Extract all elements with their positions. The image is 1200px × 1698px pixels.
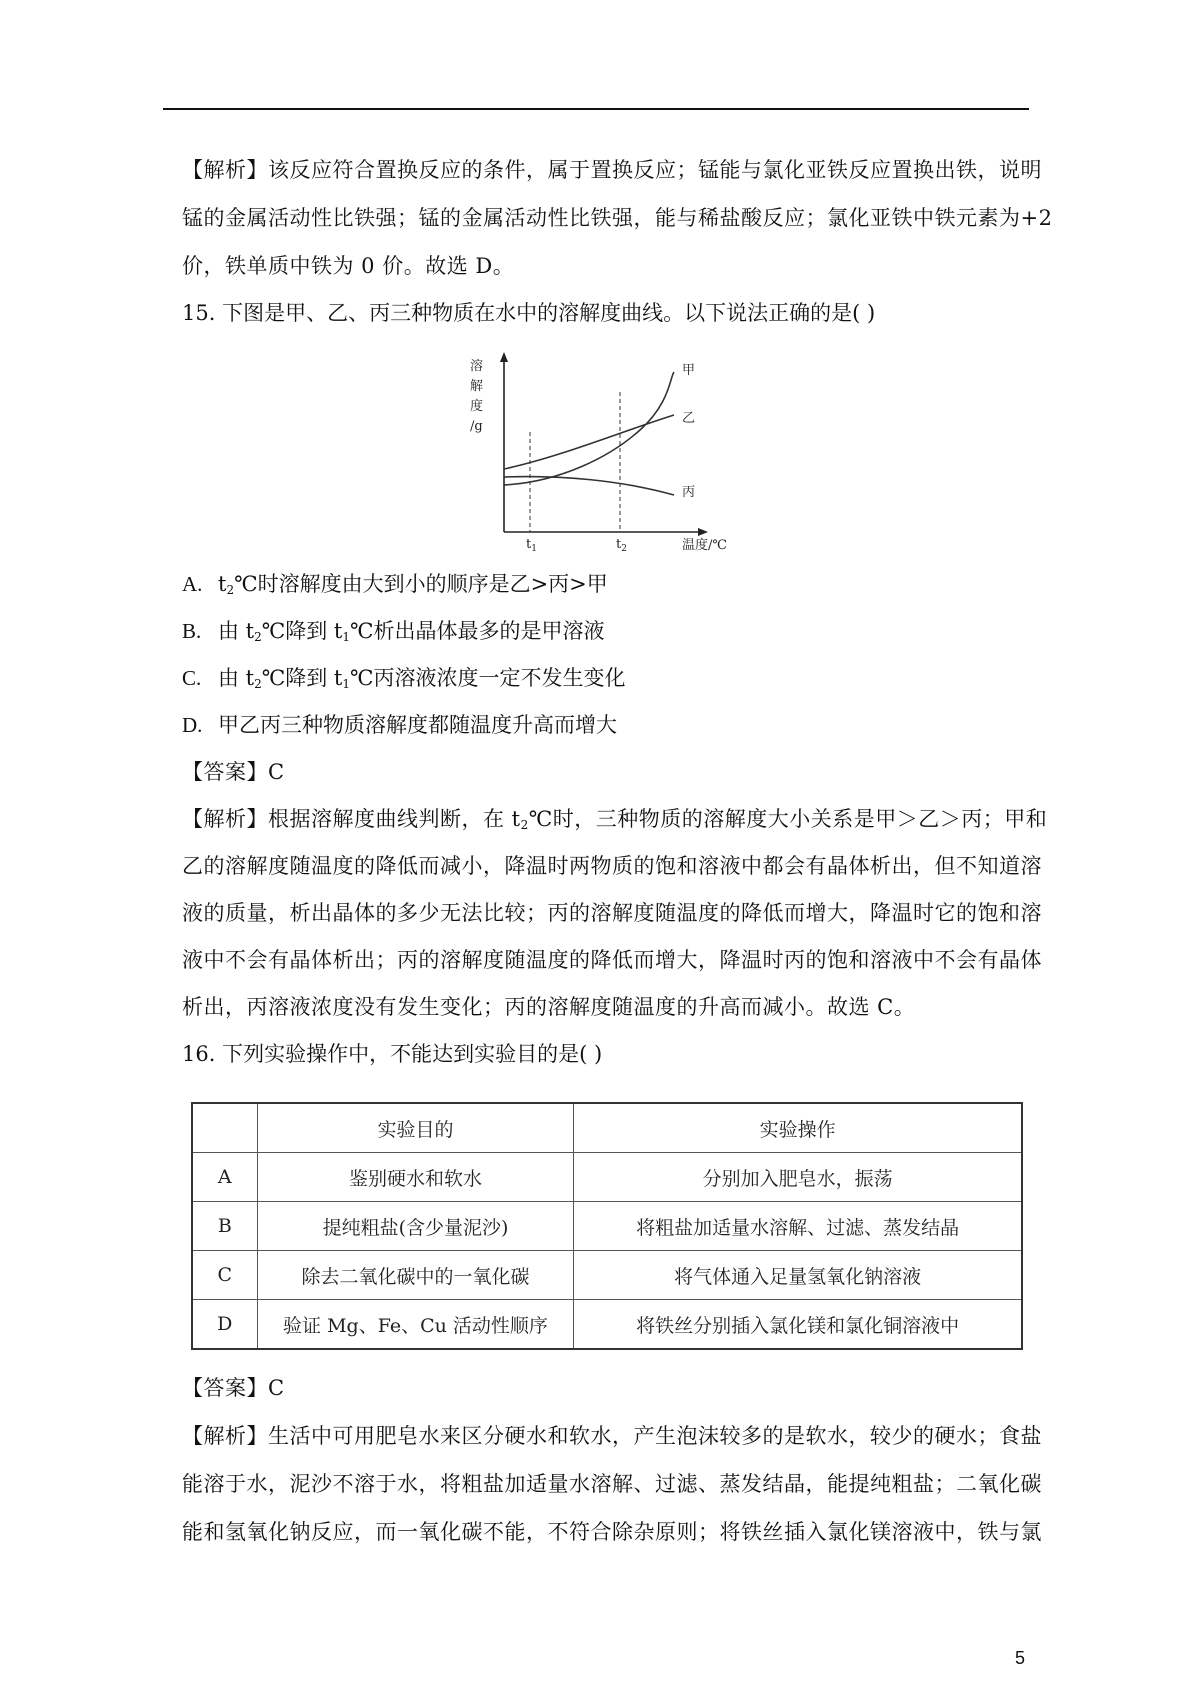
option-d: D. 甲乙丙三种物质溶解度都随温度升高而增大: [182, 713, 617, 737]
table-header-cell: [192, 1103, 257, 1153]
analysis-16-line-3: 能和氢氧化钠反应，而一氧化碳不能，不符合除杂原则；将铁丝插入氯化镁溶液中，铁与氯: [182, 1520, 1042, 1544]
header-rule: [163, 108, 1029, 110]
analysis-14-line-3: 价，铁单质中铁为 0 价。故选 D。: [182, 254, 515, 278]
y-axis-arrow: [500, 352, 508, 362]
analysis-15-line-3: 液的质量，析出晶体的多少无法比较；丙的溶解度随温度的降低而增大，降温时它的饱和溶: [182, 901, 1042, 925]
table-cell: A: [192, 1153, 257, 1202]
table-cell: C: [192, 1251, 257, 1300]
table-cell: 验证 Mg、Fe、Cu 活动性顺序: [257, 1300, 574, 1350]
x-axis-label: 温度/℃: [682, 538, 727, 552]
table-cell: 除去二氧化碳中的一氧化碳: [257, 1251, 574, 1300]
analysis-15-line-1: 【解析】根据溶解度曲线判断，在 $t_2℃$时，三种物质的溶解度大小关系是甲＞乙＞丙；甲和: [182, 807, 1048, 832]
table-cell: B: [192, 1202, 257, 1251]
analysis-16-line-2: 能溶于水，泥沙不溶于水，将粗盐加适量水溶解、过滤、蒸发结晶，能提纯粗盐；二氧化碳: [182, 1472, 1042, 1496]
table-header-cell: 实验目的: [257, 1103, 574, 1153]
table-row: [192, 1300, 1022, 1350]
table-cell: 将粗盐加适量水溶解、过滤、蒸发结晶: [574, 1202, 1022, 1251]
y-axis-label-char-1: 溶: [470, 359, 484, 374]
option-a: A. $t_2℃$时溶解度由大到小的顺序是乙>丙>甲: [182, 572, 608, 597]
question-16-stem: 16. 下列实验操作中，不能达到实验目的是( ): [182, 1042, 603, 1066]
t2-tick-label: $t_2$: [616, 537, 627, 552]
y-axis-label-char-4: /g: [470, 419, 483, 434]
y-axis-label-char-2: 解: [470, 379, 484, 394]
table-header-row: [192, 1103, 1022, 1153]
table-cell: 分别加入肥皂水，振荡: [574, 1153, 1022, 1202]
table-cell: 鉴别硬水和软水: [257, 1153, 574, 1202]
table-row: [192, 1202, 1022, 1251]
table-cell: D: [192, 1300, 257, 1350]
series-label-jia: 甲: [682, 363, 696, 378]
analysis-14-line-2: 锰的金属活动性比铁强；锰的金属活动性比铁强，能与稀盐酸反应；氯化亚铁中铁元素为+2: [182, 206, 1053, 230]
curve-bing: [504, 477, 674, 495]
table-cell: 提纯粗盐(含少量泥沙): [257, 1202, 574, 1251]
series-label-bing: 丙: [682, 485, 696, 500]
analysis-14-line-1: 【解析】该反应符合置换反应的条件，属于置换反应；锰能与氯化亚铁反应置换出铁，说明: [182, 158, 1042, 182]
analysis-15-line-4: 液中不会有晶体析出；丙的溶解度随温度的降低而增大，降温时丙的饱和溶液中不会有晶体: [182, 948, 1042, 972]
table-row: [192, 1153, 1022, 1202]
answer-15: 【答案】C: [182, 760, 285, 784]
analysis-15-line-2: 乙的溶解度随温度的降低而减小，降温时两物质的饱和溶液中都会有晶体析出，但不知道溶: [182, 854, 1042, 878]
answer-16: 【答案】C: [182, 1376, 285, 1400]
x-axis-arrow: [698, 528, 708, 536]
series-label-yi: 乙: [682, 411, 696, 426]
analysis-15-line-5: 析出，丙溶液浓度没有发生变化；丙的溶解度随温度的升高而减小。故选 C。: [182, 995, 916, 1019]
table-row: [192, 1251, 1022, 1300]
option-b: B. 由 $t_2℃$降到 $t_1℃$析出晶体最多的是甲溶液: [182, 619, 605, 644]
table-header-cell: 实验操作: [574, 1103, 1022, 1153]
question-15-stem: 15. 下图是甲、乙、丙三种物质在水中的溶解度曲线。以下说法正确的是( ): [182, 301, 876, 325]
experiment-table: [191, 1102, 1023, 1350]
table-cell: 将气体通入足量氢氧化钠溶液: [574, 1251, 1022, 1300]
page-number: 5: [1015, 1648, 1026, 1668]
y-axis-label-char-3: 度: [470, 399, 484, 414]
t1-tick-label: $t_1$: [526, 537, 537, 552]
analysis-16-line-1: 【解析】生活中可用肥皂水来区分硬水和软水，产生泡沫较多的是软水，较少的硬水；食盐: [182, 1424, 1042, 1448]
solubility-curve-svg: [470, 352, 770, 552]
table-cell: 将铁丝分别插入氯化镁和氯化铜溶液中: [574, 1300, 1022, 1350]
solubility-curve-figure: [470, 352, 770, 552]
option-c: C. 由 $t_2℃$降到 $t_1℃$丙溶液浓度一定不发生变化: [182, 666, 626, 691]
